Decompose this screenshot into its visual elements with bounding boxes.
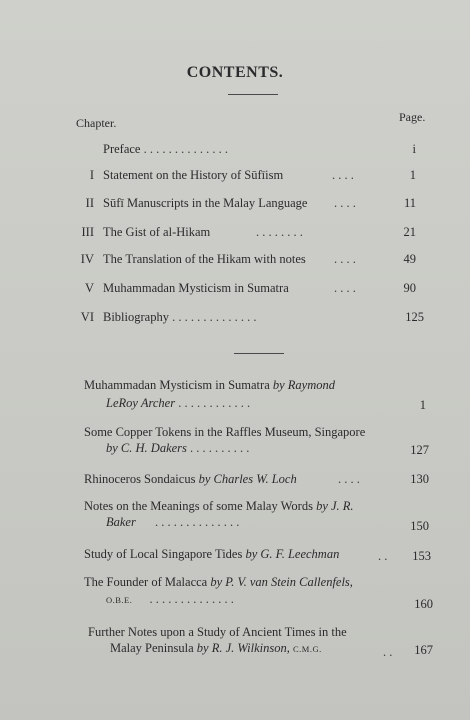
- article-page: 127: [410, 443, 429, 457]
- article-page: 1: [419, 398, 426, 412]
- article-honorific: C.M.G.: [292, 644, 322, 654]
- chapter-title: Bibliography: [103, 310, 169, 324]
- section-divider: [234, 353, 284, 354]
- chapter-column-label: Chapter.: [76, 116, 117, 130]
- chapter-row: [103, 225, 210, 240]
- leader-dots: . . . .: [338, 472, 360, 486]
- chapter-row: [103, 310, 256, 325]
- article-line: [106, 441, 249, 456]
- chapter-numeral: III: [81, 225, 94, 239]
- leader-dots: . .: [383, 645, 393, 659]
- leader-dots: . . . . . . . . . . . .: [178, 396, 251, 410]
- article-line: [84, 499, 354, 514]
- article-line: [84, 378, 335, 393]
- article-author: by P. V. van Stein Callenfels,: [210, 575, 353, 589]
- chapter-page: 11: [403, 196, 416, 210]
- article-page: 167: [414, 643, 433, 657]
- article-page: 153: [412, 549, 431, 563]
- chapter-row: [103, 142, 228, 157]
- article-title: Muhammadan Mysticism in Sumatra: [84, 378, 270, 392]
- article-author: by Raymond: [272, 378, 336, 392]
- leader-dots: . . . .: [334, 196, 356, 210]
- chapter-numeral: V: [84, 281, 94, 295]
- leader-dots: . . . . . . . . . . . . . .: [149, 592, 234, 606]
- leader-dots: . . . . . . . . . . . . . .: [143, 142, 228, 156]
- article-page: 150: [410, 519, 429, 533]
- chapter-row: [103, 281, 289, 296]
- article-author: by J. R.: [316, 499, 354, 513]
- article-line: [84, 472, 297, 487]
- leader-dots: . . . .: [334, 252, 356, 266]
- chapter-row: [103, 252, 306, 267]
- leader-dots: . . . . . . . . . . . . . .: [172, 310, 257, 324]
- article-line: [110, 641, 322, 656]
- leader-dots: . . . .: [332, 168, 354, 182]
- chapter-numeral: I: [89, 168, 94, 182]
- page-column-label: Page.: [399, 110, 426, 124]
- chapter-title: Statement on the History of Sūfīism: [103, 168, 284, 182]
- article-line: [106, 515, 239, 530]
- article-line: [106, 396, 250, 411]
- chapter-page: 1: [409, 168, 416, 182]
- chapter-page: i: [412, 142, 416, 156]
- article-title: Further Notes upon a Study of Ancient Times in the: [88, 625, 347, 639]
- chapter-page: 49: [403, 252, 416, 266]
- article-line: [88, 625, 347, 640]
- article-line: [84, 547, 339, 562]
- leader-dots: . . . . . . . . . .: [190, 441, 250, 455]
- article-title: Rhinoceros Sondaicus: [84, 472, 196, 486]
- chapter-numeral: II: [85, 196, 94, 210]
- chapter-page: 21: [403, 225, 416, 239]
- article-author: LeRoy Archer: [106, 396, 176, 410]
- article-line: [106, 592, 234, 607]
- chapter-title: Sūfī Manuscripts in the Malay Language: [103, 196, 308, 210]
- leader-dots: . . . . . . . . . . . . . .: [154, 515, 240, 529]
- article-page: 160: [414, 597, 433, 611]
- article-title: Malay Peninsula: [110, 641, 194, 655]
- chapter-row: [103, 196, 307, 211]
- chapter-title: Muhammadan Mysticism in Sumatra: [103, 281, 289, 295]
- leader-dots: . . . . . . . .: [256, 225, 303, 239]
- article-author: by C. H. Dakers: [106, 441, 187, 455]
- article-page: 130: [410, 472, 429, 486]
- chapter-title: Preface: [103, 142, 141, 156]
- chapter-row: [103, 168, 283, 183]
- article-honorific: O.B.E.: [106, 595, 133, 605]
- article-title: Some Copper Tokens in the Raffles Museum, Singapore: [84, 425, 366, 439]
- chapter-title: The Gist of al-Hikam: [103, 225, 211, 239]
- chapter-numeral: VI: [80, 310, 94, 324]
- chapter-title: The Translation of the Hikam with notes: [103, 252, 306, 266]
- article-line: [84, 425, 365, 440]
- article-author: by R. J. Wilkinson,: [196, 641, 290, 655]
- article-author: by G. F. Leechman: [245, 547, 340, 561]
- article-author: Baker: [106, 515, 136, 529]
- chapter-page: 90: [403, 281, 416, 295]
- article-title: Study of Local Singapore Tides: [84, 547, 243, 561]
- article-title: Notes on the Meanings of some Malay Words: [84, 499, 313, 513]
- article-line: [84, 575, 353, 590]
- leader-dots: . .: [378, 549, 388, 563]
- article-title: The Founder of Malacca: [84, 575, 208, 589]
- title-underline: [228, 94, 278, 95]
- leader-dots: . . . .: [334, 281, 356, 295]
- chapter-numeral: IV: [80, 252, 94, 266]
- chapter-page: 125: [405, 310, 424, 324]
- page-title: CONTENTS.: [186, 64, 284, 81]
- article-author: by Charles W. Loch: [198, 472, 297, 486]
